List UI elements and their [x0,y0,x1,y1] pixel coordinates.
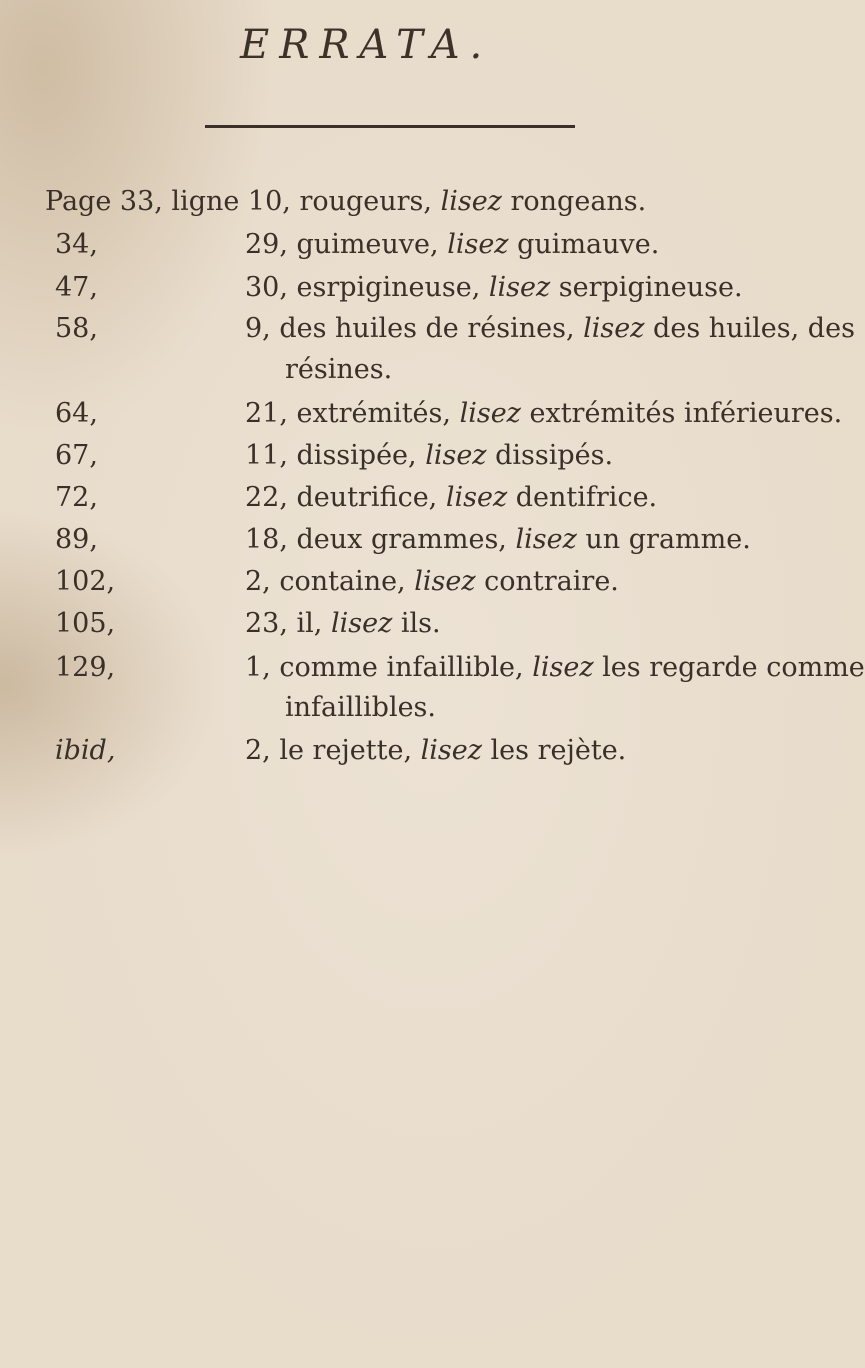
entry-line: 9, des huiles de résines, [245,313,584,344]
entry-correction: contraire. [475,566,619,597]
entry-correction: des huiles, des [644,313,855,344]
entry-correction: extrémités inférieures. [520,398,843,429]
entry-correction: dentifrice. [507,482,658,513]
errata-entry [245,313,855,345]
entry-page: 47, [55,272,98,303]
entry-line: 21, extrémités, [245,398,460,429]
entry-page: 102, [55,566,116,597]
lisez-label: lisez [583,313,645,344]
entry-line: 23, il, [245,608,331,639]
errata-entry [245,229,785,261]
entry-line: 1, comme infaillible, [245,652,533,683]
errata-entry [245,566,785,598]
entry-line: 2, le rejette, [245,735,421,766]
entry-correction: serpigineuse. [550,272,743,303]
entry-correction: ils. [392,608,441,639]
lisez-label: lisez [447,229,509,260]
entry-page: 67, [55,440,98,471]
entry-page: 34, [55,229,98,260]
entry-line: 11, dissipée, [245,440,426,471]
entry-line: 29, guimeuve, [245,229,448,260]
entry-line: 2, containe, [245,566,415,597]
entry-page: 129, [55,652,116,683]
errata-entry [245,440,785,472]
entry-correction: les regarde comme [593,652,865,683]
entry-line: 22, deutrifice, [245,482,446,513]
entry-correction: les rejète. [481,735,627,766]
lisez-label: lisez [425,440,487,471]
entry-page: 72, [55,482,98,513]
lisez-label: lisez [532,652,594,683]
errata-entry [245,398,843,430]
errata-entry [245,608,785,640]
errata-entry [245,735,785,767]
lisez-label: lisez [414,566,476,597]
entry-correction: dissipés. [486,440,614,471]
errata-entry [245,482,785,514]
entry-line: 30, esrpigineuse, [245,272,489,303]
entry-continuation: infaillibles. [285,692,436,723]
lisez-label: lisez [420,735,482,766]
errata-entry [245,652,865,684]
title-rule [205,125,575,128]
lisez-label: lisez [515,524,577,555]
entry-page: 105, [55,608,116,639]
lisez-label: lisez [459,398,521,429]
entry-page: 58, [55,313,98,344]
entry-prefix: Page 33, ligne 10, rougeurs, [45,186,441,217]
entry-page: 89, [55,524,98,555]
lisez-label: lisez [488,272,551,303]
lisez-label: lisez [440,186,502,217]
entry-correction: guimauve. [508,229,660,260]
entry-correction: un gramme. [576,524,751,555]
errata-entry-first [45,186,646,218]
entry-page: 64, [55,398,98,429]
lisez-label: lisez [330,608,393,639]
lisez-label: lisez [445,482,508,513]
entry-correction: rongeans. [501,186,647,217]
entry-line: 18, deux grammes, [245,524,516,555]
errata-title: ERRATA. [240,22,493,68]
errata-entry [245,272,785,304]
errata-entry [245,524,785,556]
entry-continuation: résines. [285,354,393,385]
entry-page: ibid, [55,735,116,766]
